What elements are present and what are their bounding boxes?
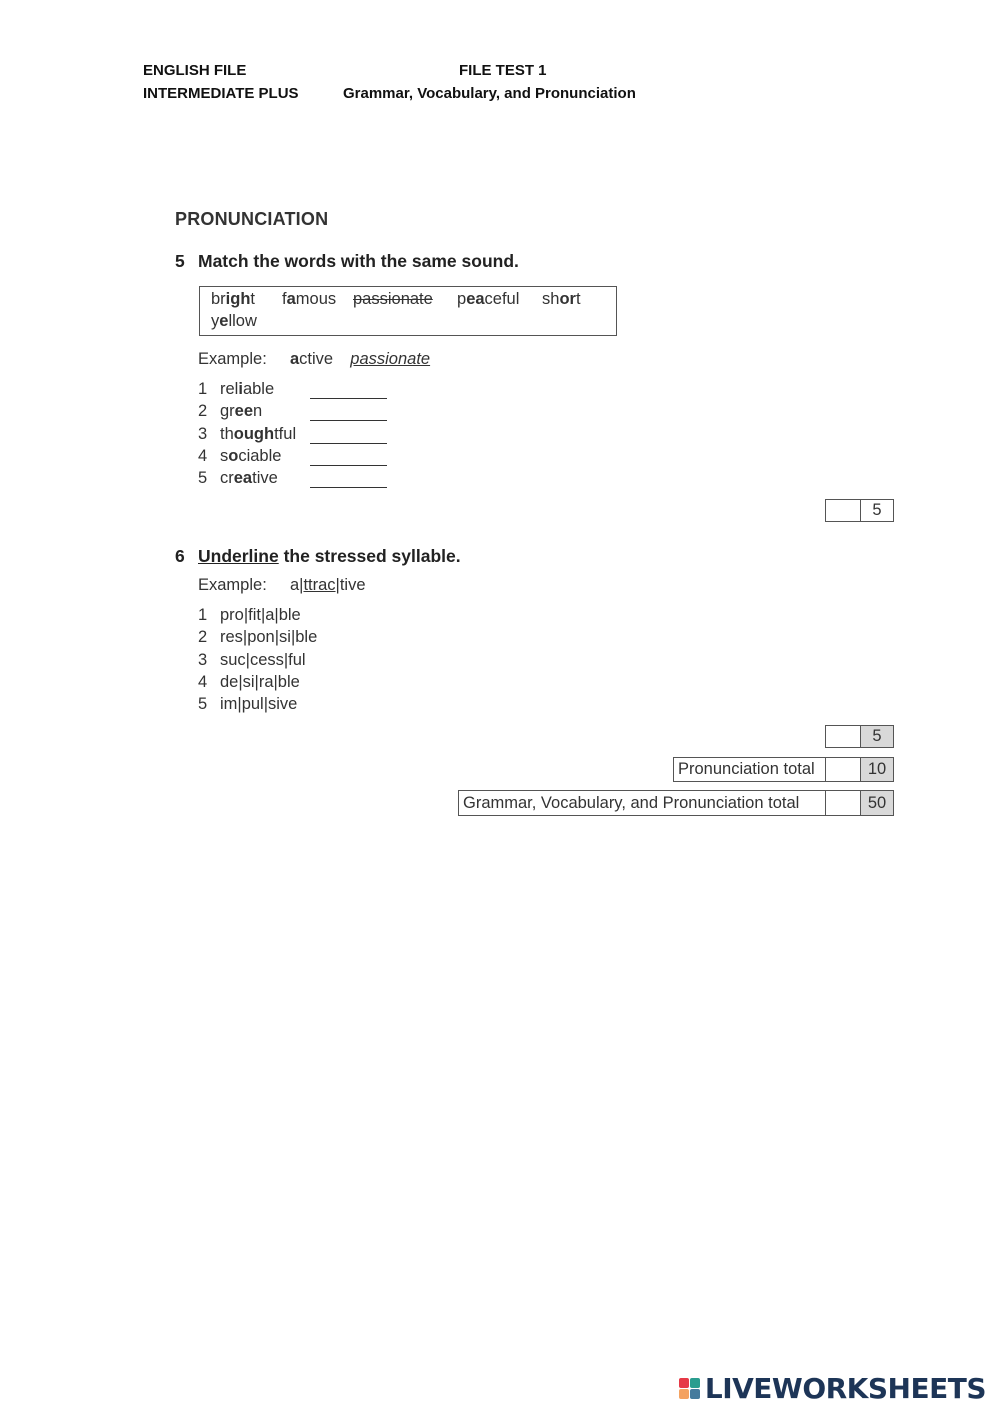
q5-box-word: passionate [353, 290, 433, 308]
q5-example [198, 350, 430, 369]
q6-instruction-rest: the stressed syllable. [278, 546, 461, 566]
q6-example-post: |tive [335, 576, 366, 594]
q5-item-number: 4 [198, 446, 208, 465]
q6-item-word[interactable]: im|pul|sive [220, 695, 298, 714]
q6-item[interactable] [198, 628, 317, 647]
overall-total-label: Grammar, Vocabulary, and Pronunciation total [458, 790, 826, 816]
q5-box-word: peaceful [457, 290, 520, 308]
q5-answer-blank[interactable] [310, 487, 387, 488]
header-test-name: FILE TEST 1 [459, 62, 547, 79]
q6-instruction-underlined: Underline [198, 546, 279, 566]
q5-answer-blank[interactable] [310, 465, 387, 466]
liveworksheets-logo [679, 1372, 986, 1405]
q6-item-word[interactable]: de|si|ra|ble [220, 672, 300, 691]
q6-item-number: 3 [198, 650, 208, 669]
q5-number: 5 [175, 251, 185, 271]
overall-total-max: 50 [860, 790, 894, 816]
header-test-subtitle: Grammar, Vocabulary, and Pronunciation [343, 85, 636, 102]
header-publisher: ENGLISH FILE [143, 62, 247, 79]
q5-item: 1 reliable [198, 380, 275, 398]
q6-item-number: 5 [198, 695, 208, 714]
q5-answer-blank[interactable] [310, 443, 387, 444]
q6-score-max: 5 [860, 725, 894, 748]
q5-box-word: yellow [211, 312, 257, 330]
q6-example [198, 576, 366, 595]
q6-example-stressed: ttrac [303, 576, 336, 594]
q5-item: 3 thoughtful [198, 424, 297, 443]
q6-item-number: 4 [198, 672, 208, 691]
q6-item-word[interactable]: res|pon|si|ble [220, 628, 318, 647]
q5-item-number: 3 [198, 424, 208, 443]
q6-item[interactable] [198, 651, 306, 670]
q5-item: 5 creative [198, 469, 278, 488]
q5-box-word: short [542, 290, 581, 308]
q6-item-number: 2 [198, 628, 208, 647]
pronunciation-total-input[interactable] [825, 757, 861, 782]
q5-answer-blank[interactable] [310, 420, 387, 421]
q6-score-input[interactable] [825, 725, 861, 748]
q5-item: 2 green [198, 402, 263, 421]
q5-item-number: 5 [198, 469, 208, 488]
q5-example-answer: passionate [350, 350, 431, 368]
q5-box-word: bright [211, 290, 256, 308]
liveworksheets-logo-icon [679, 1378, 701, 1400]
q5-instruction: Match the words with the same sound. [198, 251, 519, 271]
header-level: INTERMEDIATE PLUS [143, 85, 299, 102]
q5-item-number: 2 [198, 402, 208, 421]
liveworksheets-logo-text: LIVEWORKSHEETS [704, 1372, 986, 1405]
q5-box-word: famous [282, 290, 337, 308]
q5-example-label: Example: [198, 350, 267, 368]
q5-item: 4 sociable [198, 446, 282, 465]
q6-item-number: 1 [198, 606, 208, 624]
q6-item-word[interactable]: suc|cess|ful [220, 650, 306, 669]
q6-number: 6 [175, 546, 185, 566]
q5-title [175, 251, 519, 272]
q5-score-max: 5 [860, 499, 894, 522]
pronunciation-total-label: Pronunciation total [673, 757, 826, 782]
q6-title [175, 546, 461, 567]
q5-item-number: 1 [198, 380, 208, 398]
q6-item[interactable] [198, 606, 301, 625]
q6-item[interactable] [198, 695, 297, 714]
q5-answer-blank[interactable] [310, 398, 387, 399]
overall-total-input[interactable] [825, 790, 861, 816]
q6-item-word[interactable]: pro|fit|a|ble [220, 606, 301, 624]
q5-example-word-bold: a [289, 350, 300, 368]
pronunciation-total-max: 10 [860, 757, 894, 782]
q6-example-label: Example: [198, 576, 267, 594]
q5-score-input[interactable] [825, 499, 861, 522]
q5-example-word-rest: ctive [299, 350, 334, 368]
section-title: PRONUNCIATION [175, 209, 329, 229]
q6-item[interactable] [198, 673, 300, 692]
q6-example-pre: a| [289, 576, 304, 594]
